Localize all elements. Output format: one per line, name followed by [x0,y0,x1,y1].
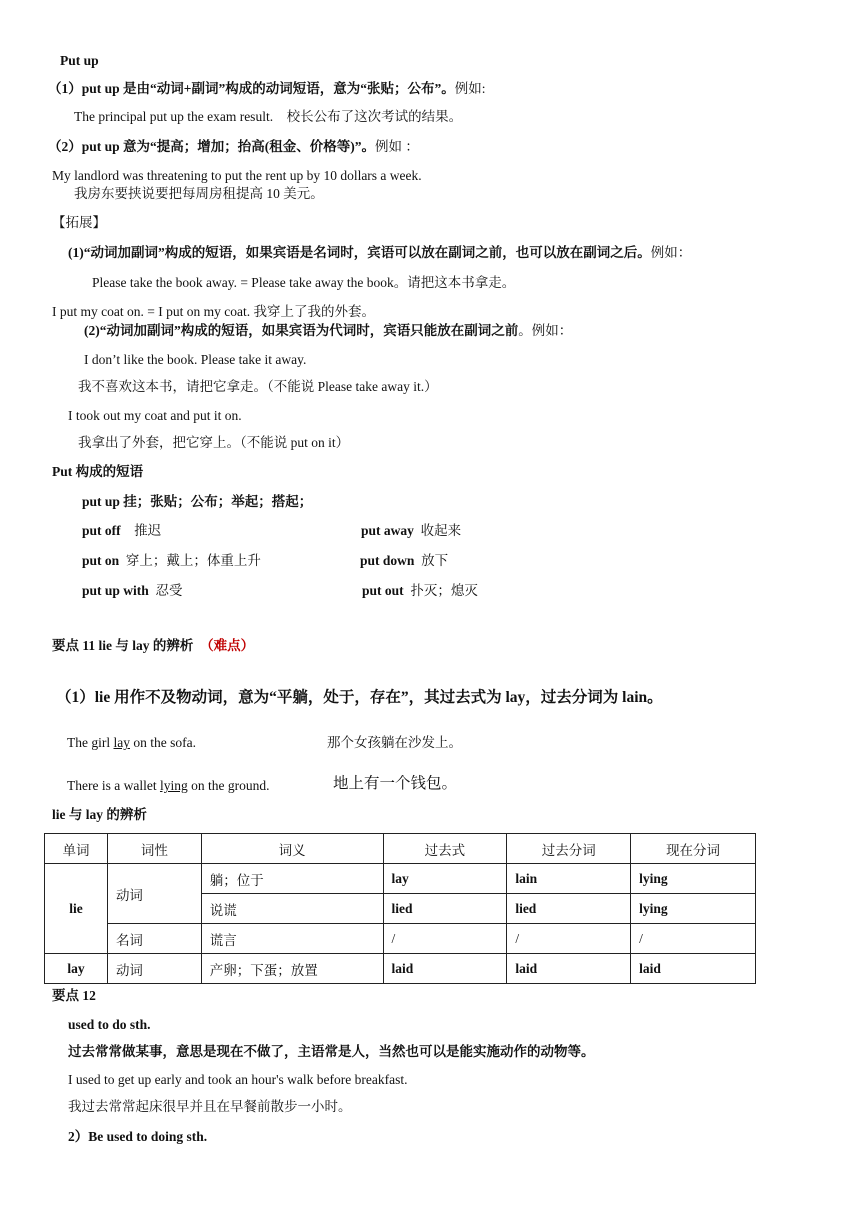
pp-cell: / [507,924,631,954]
phrase-put-up-with [82,582,183,600]
prp-cell: lying [631,864,756,894]
example-2-en: My landlord was threatening to put the rent up by 10 dollars a week. [52,168,422,183]
example-2-cn: 我房东要挟说要把每周房租提高 10 美元。 [74,186,324,201]
phrase-term: put on [82,553,120,568]
phrase-term: put out [362,583,404,598]
section-title-put-up: Put up [60,53,99,68]
example-text: on the sofa. [130,735,196,750]
point-1-text: put up 是由“动词+副词”构成的动词短语，意为“张贴；公布”。 [81,81,455,96]
phrase-put-away [361,522,461,540]
point-2-number: （2） [48,139,82,154]
phrase-term: put off [82,523,121,538]
difficulty-tag: （难点） [200,638,255,653]
point-2-tail: 例如 ： [375,139,419,154]
past-cell: lied [383,894,507,924]
point-11-heading [52,637,254,655]
prp-cell: / [631,924,756,954]
prp-cell: lying [631,894,756,924]
phrase-meaning: 收起来 [420,523,462,538]
rule-2-example-1-en: I don’t like the book. Please take it away. [84,352,307,367]
rule-2-example-1-cn: 我不喜欢这本书，请把它拿走。（不能说 Please take away it.） [78,379,438,394]
header-cell: 过去式 [383,834,507,864]
table-header-row [45,834,756,864]
lie-example-2-en [67,777,269,795]
used-to-heading: used to do sth. [68,1017,151,1032]
pp-cell: lied [507,894,631,924]
point-12-heading: 要点 12 [52,988,96,1003]
phrase-put-on [82,552,261,570]
phrase-meaning: 穿上；戴上；体重上升 [125,553,261,568]
rule-2-tail: 。例如： [518,323,573,338]
pos-cell: 动词 [107,954,201,984]
meaning-cell: 谎言 [201,924,383,954]
phrase-term: put down [360,553,415,568]
phrase-put-off [82,522,161,540]
table-title: lie 与 lay 的辨析 [52,807,147,822]
lie-example-1-en [67,734,196,752]
pos-cell: 动词 [107,864,201,924]
table-row [45,924,756,954]
phrase-meaning: 忍受 [155,583,183,598]
point-11-title: 要点 11 lie 与 lay 的辨析 [52,638,194,653]
word-cell-lie: lie [45,864,108,954]
phrase-put-down [360,552,448,570]
lie-example-1-cn: 那个女孩躺在沙发上。 [327,735,462,750]
used-to-description: 过去常常做某事，意思是现在不做了，主语常是人，当然也可以是能实施动作的动物等。 [68,1044,595,1059]
phrase-term: put up with [82,583,149,598]
point-2-text: put up 意为“提高；增加；抬高(租金、价格等)”。 [81,139,376,154]
put-up-point-2 [48,138,419,156]
point-1-number: （1） [48,81,82,96]
lie-example-2-cn: 地上有一个钱包。 [333,775,458,792]
phrase-term: put away [361,523,414,538]
rule-1-example-2: I put my coat on. = I put on my coat. 我穿上了我的外套。 [52,304,375,319]
phrase-put-out [362,582,478,600]
phrase-meaning: 放下 [421,553,449,568]
pos-cell: 名词 [107,924,201,954]
be-used-to-heading: 2）Be used to doing sth. [68,1129,208,1144]
phrases-heading: Put 构成的短语 [52,464,144,479]
put-up-point-1 [48,80,486,98]
rule-1-text: (1)“动词加副词”构成的短语，如果宾语是名词时，宾语可以放在副词之前，也可以放在副词之后。 [68,245,651,260]
rule-1-example-1: Please take the book away. = Please take away the book。请把这本书拿走。 [92,275,516,290]
expand-rule-2 [84,322,572,340]
header-cell: 词义 [201,834,383,864]
underlined-word: lay [113,735,130,750]
rule-2-example-2-cn: 我拿出了外套，把它穿上。（不能说 put on it） [78,435,350,450]
phrase-meaning: 扑灭；熄灭 [410,583,478,598]
word-cell-lay: lay [45,954,108,984]
underlined-word: lying [159,778,188,793]
past-cell: laid [383,954,507,984]
meaning-cell: 躺；位于 [201,864,383,894]
table-row [45,864,756,894]
example-1-en: The principal put up the exam result. [74,109,274,124]
example-text: on the ground. [187,778,270,793]
header-cell: 现在分词 [631,834,756,864]
point-1-tail: 例如: [454,81,486,96]
pp-cell: laid [507,954,631,984]
header-cell: 词性 [107,834,201,864]
past-cell: / [383,924,507,954]
phrase-put-up [82,493,312,511]
rule-1-tail: 例如： [650,245,692,260]
meaning-cell: 产卵；下蛋；放置 [201,954,383,984]
used-to-example-en: I used to get up early and took an hour's walk before breakfast. [68,1072,408,1087]
meaning-cell: 说谎 [201,894,383,924]
expand-heading: 【拓展】 [52,215,106,230]
lie-lay-table [44,833,756,984]
rule-2-example-2-en: I took out my coat and put it on. [68,408,242,423]
header-cell: 单词 [45,834,108,864]
phrase-meaning: 推迟 [134,523,162,538]
pp-cell: lain [507,864,631,894]
header-cell: 过去分词 [507,834,631,864]
prp-cell: laid [631,954,756,984]
example-1 [74,108,462,126]
phrase-meaning: 挂；张贴；公布；举起；搭起； [123,494,313,509]
example-1-cn: 校长公布了这次考试的结果。 [286,109,463,124]
phrase-term: put up [82,494,120,509]
table-row [45,954,756,984]
example-text: There is a wallet [67,778,160,793]
used-to-example-cn: 我过去常常起床很早并且在早餐前散步一小时。 [68,1099,352,1114]
lie-rule: （1）lie 用作不及物动词，意为“平躺，处于，存在”，其过去式为 lay，过去分词为 lain。 [56,689,663,706]
expand-rule-1 [68,244,691,262]
rule-2-text: (2)“动词加副词”构成的短语，如果宾语为代词时，宾语只能放在副词之前 [84,323,519,338]
past-cell: lay [383,864,507,894]
example-text: The girl [67,735,114,750]
